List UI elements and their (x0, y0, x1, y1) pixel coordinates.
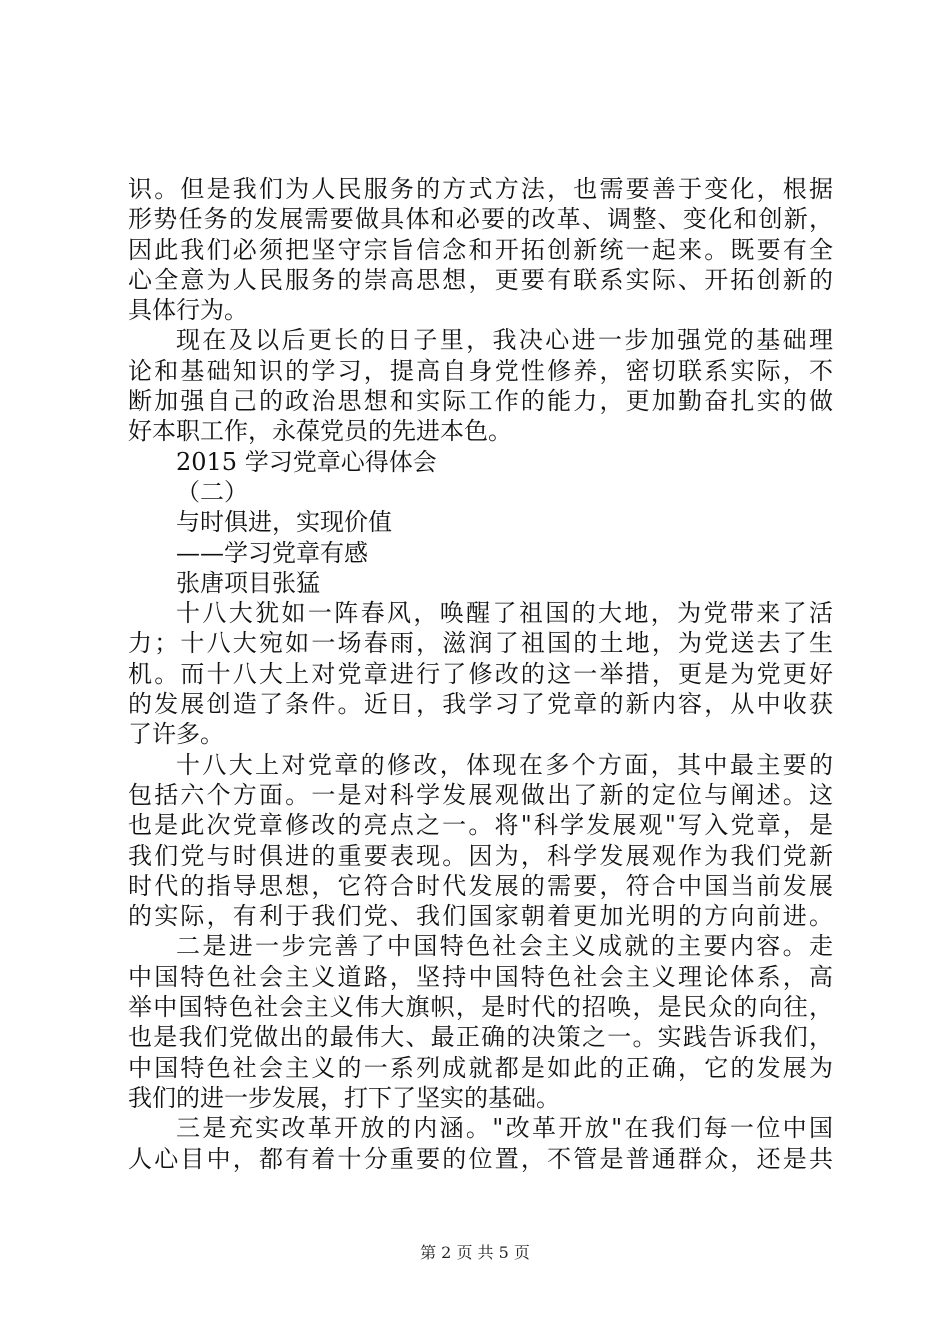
document-body (128, 174, 833, 1174)
text-line: 断加强自己的政治思想和实际工作的能力，更加勤奋扎实的做 (128, 387, 833, 416)
text-line: （二） (176, 477, 248, 506)
text-line: 中国特色社会主义道路，坚持中国特色社会主义理论体系，高 (128, 962, 833, 991)
text-line: 人心目中，都有着十分重要的位置，不管是普通群众，还是共 (128, 1144, 833, 1173)
text-line: 我们党与时俱进的重要表现。因为，科学发展观作为我们党新 (128, 841, 833, 870)
text-line: 包括六个方面。一是对科学发展观做出了新的定位与阐述。这 (128, 780, 833, 809)
text-line: 举中国特色社会主义伟大旗帜，是时代的招唤，是民众的向往， (128, 993, 833, 1022)
text-line: 我们的进一步发展，打下了坚实的基础。 (128, 1083, 560, 1112)
page-footer (0, 1243, 950, 1263)
text-line: 时代的指导思想，它符合时代发展的需要，符合中国当前发展 (128, 871, 833, 900)
text-line: 心全意为人民服务的崇高思想，更要有联系实际、开拓创新的 (128, 265, 833, 294)
page-number-label: 第 2 页 共 5 页 (420, 1243, 530, 1262)
text-line: 也是此次党章修改的亮点之一。将"科学发展观"写入党章，是 (128, 811, 833, 840)
text-line: 十八大上对党章的修改，体现在多个方面，其中最主要的 (176, 750, 833, 779)
text-line: 的发展创造了条件。近日，我学习了党章的新内容，从中收获 (128, 690, 833, 719)
text-line: 论和基础知识的学习，提高自身党性修养，密切联系实际，不 (128, 356, 833, 385)
text-line: 了许多。 (128, 720, 224, 749)
text-line: 2015 学习党章心得体会 (176, 447, 437, 476)
text-line: 现在及以后更长的日子里，我决心进一步加强党的基础理 (176, 326, 833, 355)
text-line: 三是充实改革开放的内涵。"改革开放"在我们每一位中国 (176, 1114, 833, 1143)
text-line: 中国特色社会主义的一系列成就都是如此的正确，它的发展为 (128, 1053, 833, 1082)
text-line: 的实际，有利于我们党、我们国家朝着更加光明的方向前进。 (128, 902, 833, 931)
text-line: 十八大犹如一阵春风，唤醒了祖国的大地，为党带来了活 (176, 599, 833, 628)
text-line: 识。但是我们为人民服务的方式方法，也需要善于变化，根据 (128, 175, 833, 203)
text-line: 力；十八大宛如一场春雨，滋润了祖国的土地，为党送去了生 (128, 629, 833, 658)
text-line: 具体行为。 (128, 296, 248, 325)
text-line: 张唐项目张猛 (176, 568, 320, 597)
text-line: ——学习党章有感 (176, 538, 368, 567)
text-line: 好本职工作，永葆党员的先进本色。 (128, 417, 512, 446)
text-line: 也是我们党做出的最伟大、最正确的决策之一。实践告诉我们， (128, 1023, 833, 1052)
text-line: 形势任务的发展需要做具体和必要的改革、调整、变化和创新， (128, 205, 833, 234)
text-line: 二是进一步完善了中国特色社会主义成就的主要内容。走 (176, 932, 833, 961)
text-line: 机。而十八大上对党章进行了修改的这一举措，更是为党更好 (128, 659, 833, 688)
text-line: 因此我们必须把坚守宗旨信念和开拓创新统一起来。既要有全 (128, 235, 833, 264)
text-line: 与时俱进，实现价值 (176, 508, 392, 537)
